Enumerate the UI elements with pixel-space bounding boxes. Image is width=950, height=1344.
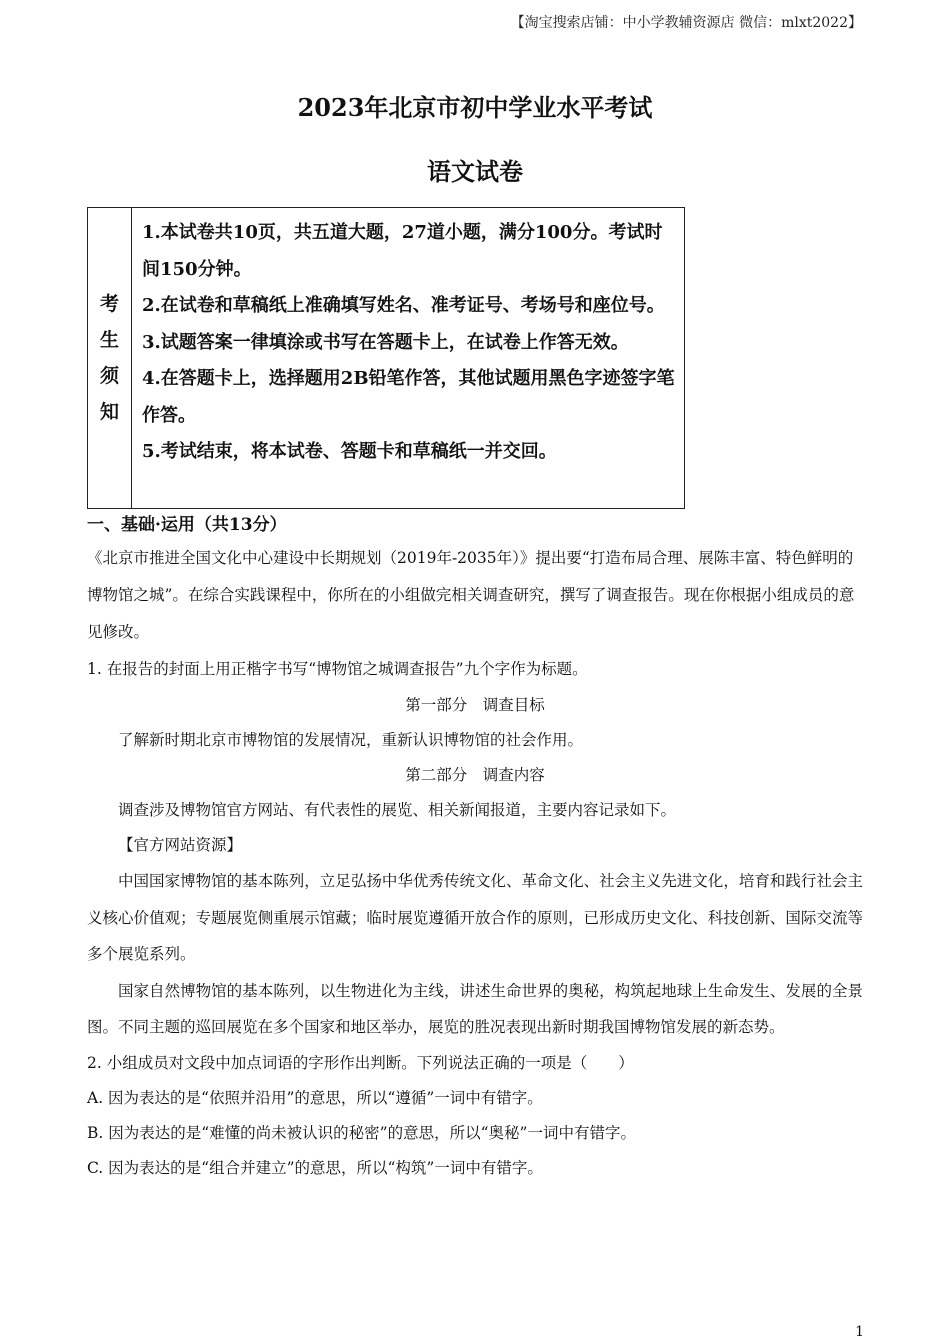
report-part-1-title: 第一部分 调查目标 [405, 696, 545, 714]
page-number: 1 [855, 1324, 864, 1340]
option-c: C. 因为表达的是“组合并建立”的意思，所以“构筑”一词中有错字。 [87, 1158, 543, 1177]
source-label: 【官方网站资源】 [118, 836, 243, 854]
notice-label-char: 生 [99, 329, 119, 351]
notice-label-char: 考 [99, 293, 119, 315]
notice-item: 4.在答题卡上，选择题用2B铅笔作答，其他试题用黑色字迹签字笔作答。 [142, 368, 675, 426]
option-b: B. 因为表达的是“难懂的尚未被认识的秘密”的意思，所以“奥秘”一词中有错字。 [87, 1123, 636, 1142]
notice-item: 5.考试结束，将本试卷、答题卡和草稿纸一并交回。 [142, 441, 557, 462]
section-heading: 一、基础·运用（共13分） [87, 515, 287, 535]
report-part-2-text: 调查涉及博物馆官方网站、有代表性的展览、相关新闻报道，主要内容记录如下。 [118, 801, 677, 819]
option-a: A. 因为表达的是“依照并沿用”的意思，所以“遵循”一词中有错字。 [87, 1088, 543, 1107]
exam-subtitle: 语文试卷 [427, 157, 523, 186]
report-part-1-text: 了解新时期北京市博物馆的发展情况，重新认识博物馆的社会作用。 [118, 731, 584, 749]
natural-museum-paragraph: 国家自然博物馆的基本陈列，以生物进化为主线，讲述生命世界的奥秘，构筑起地球上生命发生、发展的全景图。不同主题的巡回展览在多个国家和地区举办，展览的胜况表现出新时期我国博物馆发展的新态势。 [87, 981, 863, 1036]
notice-item: 2.在试卷和草稿纸上准确填写姓名、准考证号、考场号和座位号。 [142, 295, 665, 316]
candidate-notice-table [87, 207, 685, 509]
notice-label-char: 知 [99, 401, 119, 423]
national-museum-paragraph: 中国国家博物馆的基本陈列，立足弘扬中华优秀传统文化、革命文化、社会主义先进文化，培育和践行社会主义核心价值观；专题展览侧重展示馆藏；临时展览遵循开放合作的原则，已形成历史文化、科技创新、国际交流等多个展览系列。 [87, 872, 863, 963]
section-1-content [87, 510, 863, 1186]
notice-label-char: 须 [99, 365, 119, 387]
section-intro: 《北京市推进全国文化中心建设中长期规划（2019年-2035年）》提出要“打造布局合理、展陈丰富、特色鲜明的博物馆之城”。在综合实践课程中，你所在的小组做完相关调查研究，撰写了调查报告。现在你根据小组成员的意见修改。 [87, 549, 855, 641]
exam-title: 2023年北京市初中学业水平考试 [297, 93, 653, 122]
notice-label [88, 208, 132, 508]
notice-item: 1.本试卷共10页，共五道大题，27道小题，满分100分。考试时间150分钟。 [142, 222, 663, 280]
report-part-2-title: 第二部分 调查内容 [405, 766, 545, 784]
header-watermark-note: 【淘宝搜索店铺：中小学教辅资源店 微信：mlxt2022】 [510, 15, 862, 31]
question-2: 2. 小组成员对文段中加点词语的字形作出判断。下列说法正确的一项是（ ） [87, 1053, 634, 1072]
notice-items [132, 208, 684, 508]
question-1: 1. 在报告的封面上用正楷字书写“博物馆之城调查报告”九个字作为标题。 [87, 660, 588, 678]
notice-item: 3.试题答案一律填涂或书写在答题卡上，在试卷上作答无效。 [142, 331, 629, 353]
